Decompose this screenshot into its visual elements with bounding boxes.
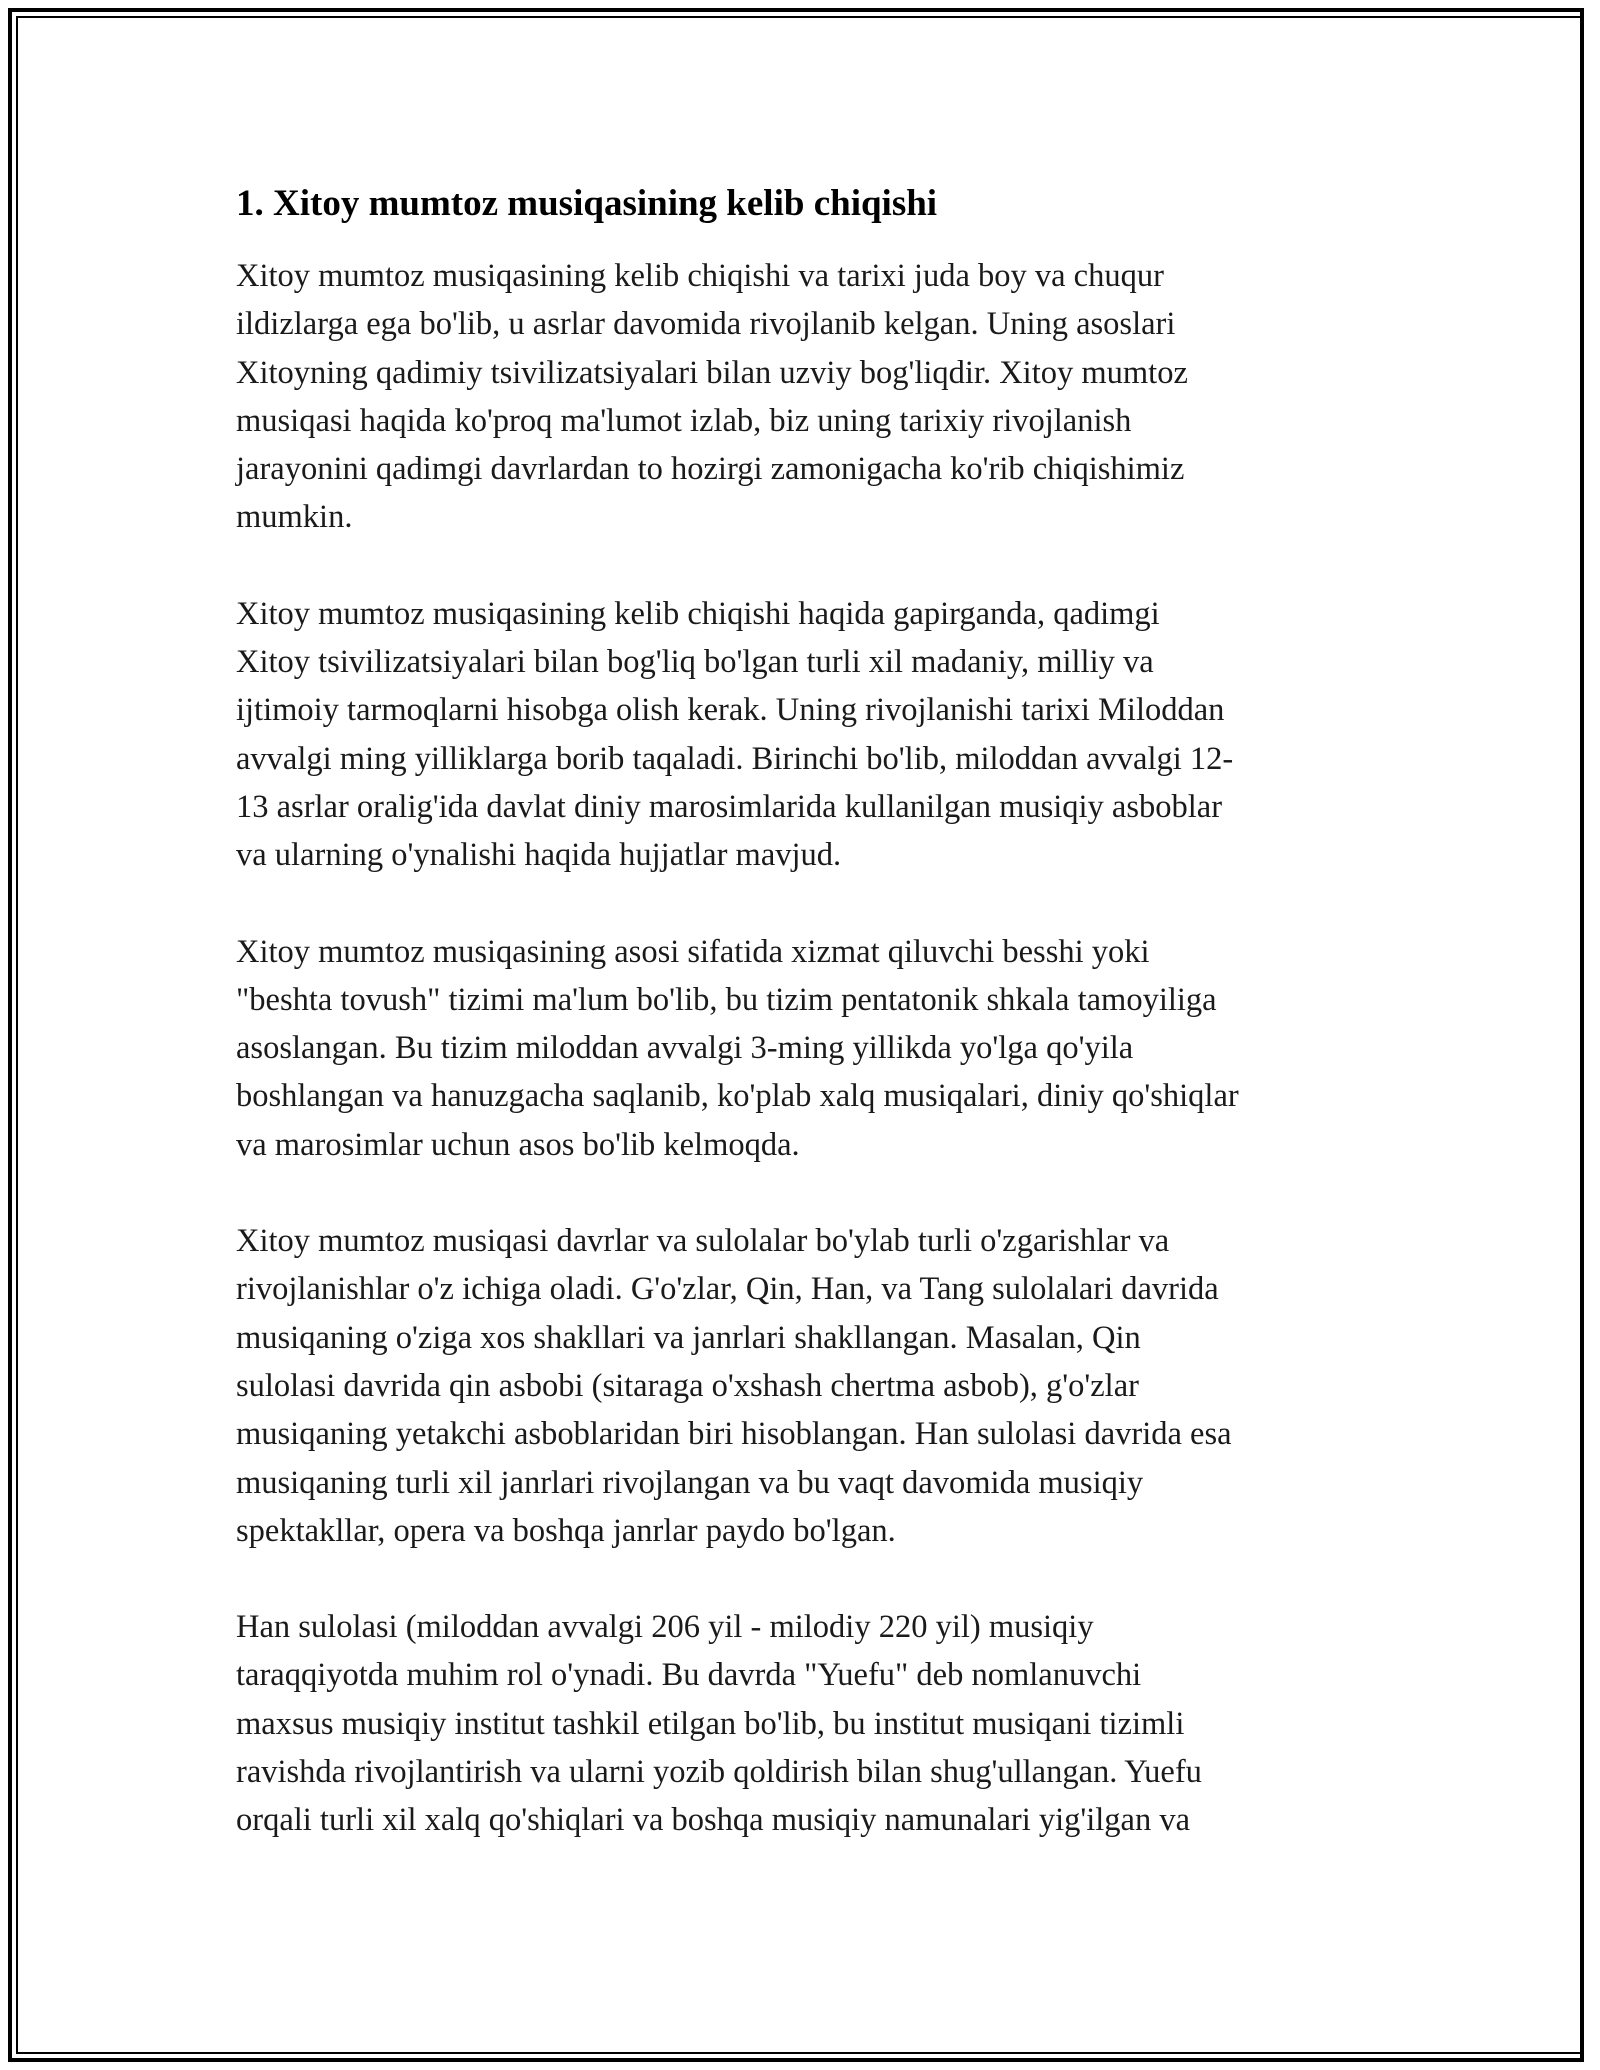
text-line: musiqaning turli xil janrlari rivojlangan va bu vaqt davomida musiqiy: [236, 1464, 1144, 1501]
text-line: ravishda rivojlantirish va ularni yozib qoldirish bilan shug'ullangan. Yuefu: [236, 1754, 1202, 1791]
text-line: musiqaning yetakchi asboblaridan biri hisoblangan. Han sulolasi davrida esa: [236, 1416, 1232, 1453]
text-line: va marosimlar uchun asos bo'lib kelmoqda.: [236, 1126, 800, 1163]
text-line: asoslangan. Bu tizim miloddan avvalgi 3-ming yillikda yo'lga qo'yila: [236, 1030, 1134, 1067]
paragraph-5: [236, 1603, 1376, 1844]
text-line: jarayonini qadimgi davrlardan to hozirgi zamonigacha ko'rib chiqishimiz: [236, 451, 1185, 488]
text-line: Xitoyning qadimiy tsivilizatsiyalari bilan uzviy bog'liqdir. Xitoy mumtoz: [236, 354, 1188, 391]
text-line: sulolasi davrida qin asbobi (sitaraga o'xshash chertma asbob), g'o'zlar: [236, 1367, 1139, 1404]
text-line: taraqqiyotda muhim rol o'ynadi. Bu davrda "Yuefu" deb nomlanuvchi: [236, 1657, 1142, 1694]
paragraph-4: [236, 1217, 1376, 1555]
text-line: rivojlanishlar o'z ichiga oladi. G'o'zlar, Qin, Han, va Tang sulolalari davrida: [236, 1271, 1219, 1308]
text-line: Xitoy mumtoz musiqasining kelib chiqishi haqida gapirganda, qadimgi: [236, 595, 1160, 632]
text-line: spektakllar, opera va boshqa janrlar paydo bo'lgan.: [236, 1512, 896, 1549]
text-line: va ularning o'ynalishi haqida hujjatlar mavjud.: [236, 837, 842, 874]
text-line: 13 asrlar oralig'ida davlat diniy marosimlarida kullanilgan musiqiy asboblar: [236, 788, 1223, 825]
text-line: boshlangan va hanuzgacha saqlanib, ko'plab xalq musiqalari, diniy qo'shiqlar: [236, 1078, 1239, 1115]
paragraph-3: [236, 928, 1376, 1169]
paragraph-1: [236, 252, 1376, 542]
text-line: Xitoy mumtoz musiqasining asosi sifatida xizmat qiluvchi besshi yoki: [236, 933, 1150, 970]
text-line: ijtimoiy tarmoqlarni hisobga olish kerak. Uning rivojlanishi tarixi Miloddan: [236, 692, 1225, 729]
document-body: [236, 180, 1376, 1893]
text-line: Han sulolasi (miloddan avvalgi 206 yil - milodiy 220 yil) musiqiy: [236, 1609, 1094, 1646]
text-line: musiqasi haqida ko'proq ma'lumot izlab, biz uning tarixiy rivojlanish: [236, 402, 1132, 439]
text-line: avvalgi ming yilliklarga borib taqaladi. Birinchi bo'lib, miloddan avvalgi 12-: [236, 740, 1234, 777]
text-line: Xitoy mumtoz musiqasi davrlar va sulolalar bo'ylab turli o'zgarishlar va: [236, 1223, 1170, 1260]
text-line: Xitoy tsivilizatsiyalari bilan bog'liq bo'lgan turli xil madaniy, milliy va: [236, 644, 1154, 681]
text-line: mumkin.: [236, 499, 353, 536]
text-line: orqali turli xil xalq qo'shiqlari va boshqa musiqiy namunalari yig'ilgan va: [236, 1802, 1191, 1839]
section-heading: 1. Xitoy mumtoz musiqasining kelib chiqishi: [236, 183, 938, 224]
text-line: Xitoy mumtoz musiqasining kelib chiqishi va tarixi juda boy va chuqur: [236, 258, 1164, 294]
text-line: ildizlarga ega bo'lib, u asrlar davomida rivojlanib kelgan. Uning asoslari: [236, 306, 1176, 343]
paragraph-2: [236, 590, 1376, 880]
text-line: maxsus musiqiy institut tashkil etilgan bo'lib, bu institut musiqani tizimli: [236, 1705, 1185, 1742]
text-line: musiqaning o'ziga xos shakllari va janrlari shakllangan. Masalan, Qin: [236, 1319, 1141, 1356]
text-line: "beshta tovush" tizimi ma'lum bo'lib, bu tizim pentatonik shkala tamoyiliga: [236, 981, 1217, 1018]
